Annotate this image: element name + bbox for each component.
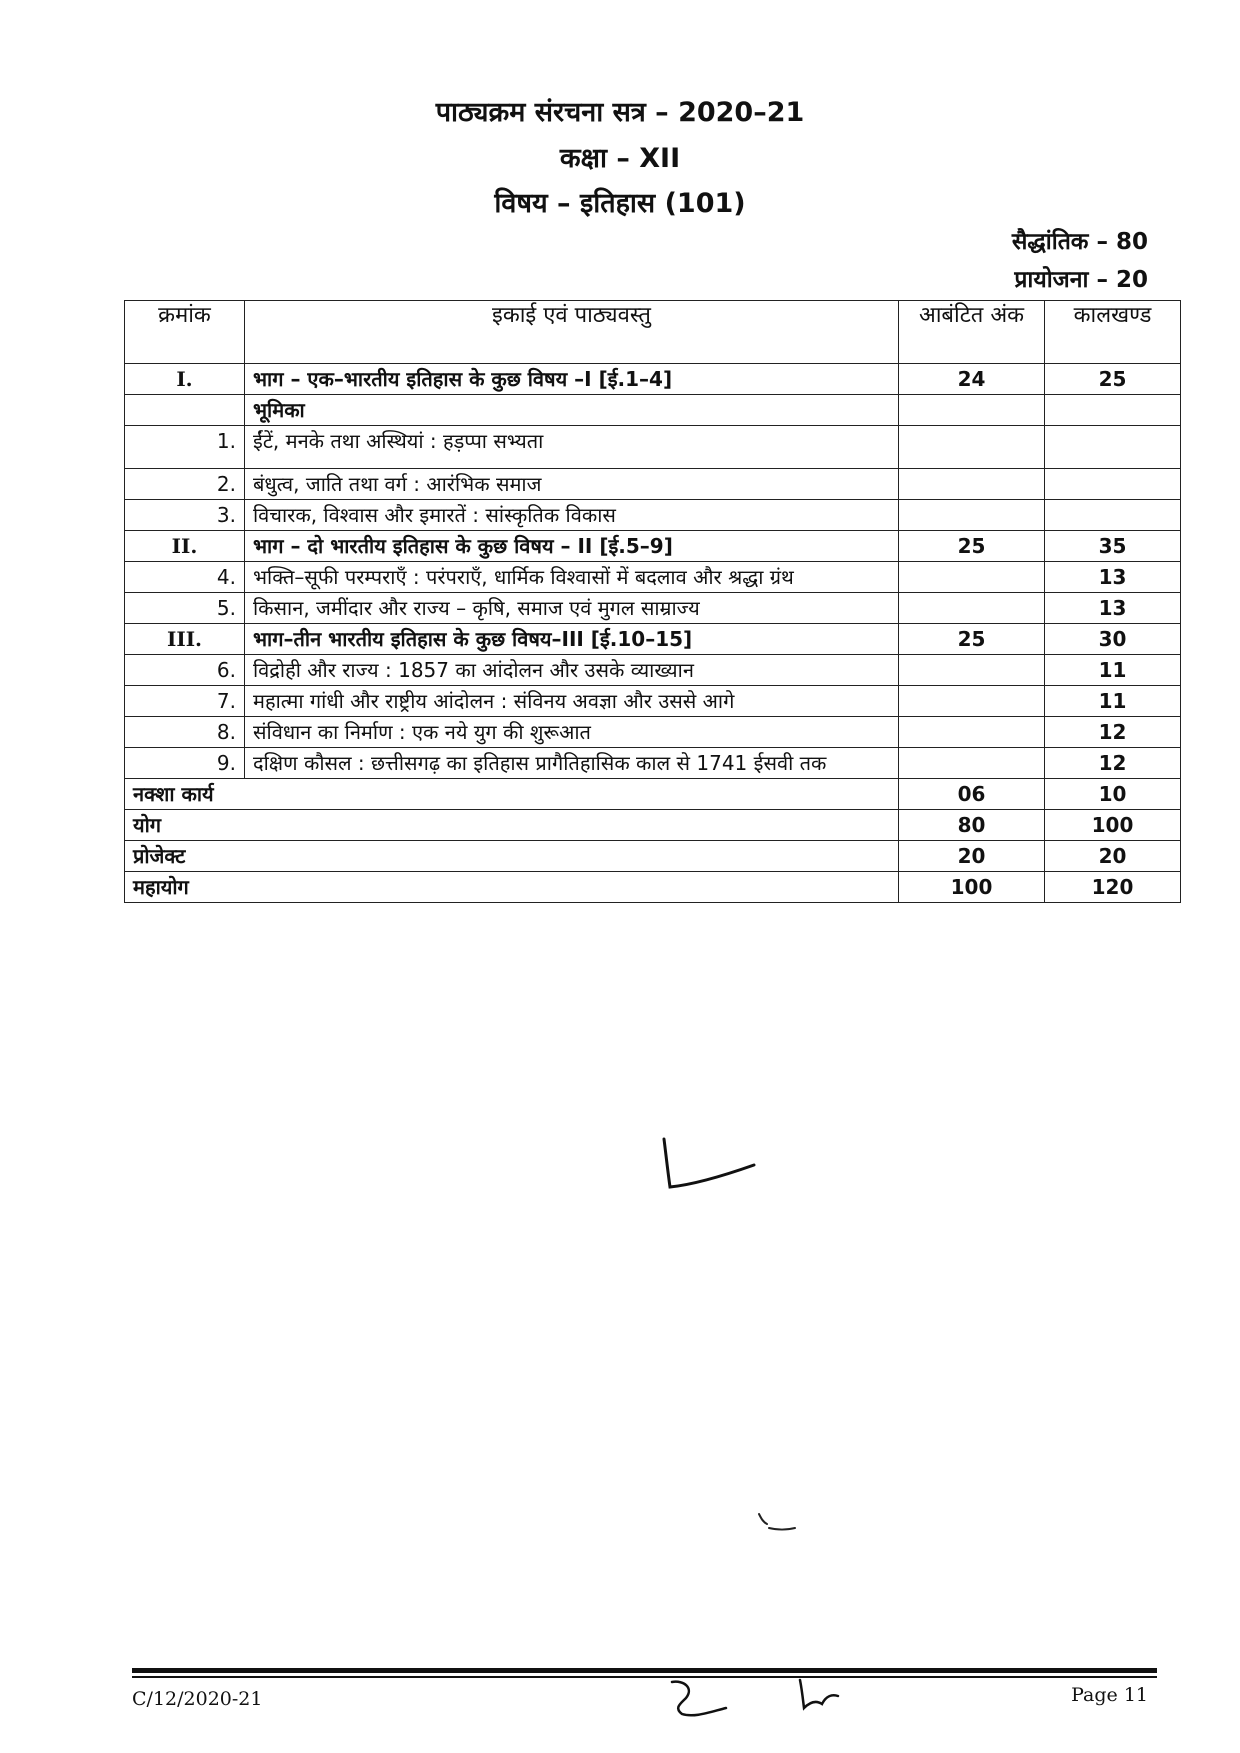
row-unit: किसान, जमींदार और राज्य – कृषि, समाज एवं मुगल साम्राज्य — [245, 593, 899, 624]
row-periods — [1045, 500, 1181, 531]
row-marks — [899, 655, 1045, 686]
table-row — [125, 426, 1181, 469]
row-marks — [899, 469, 1045, 500]
row-periods — [1045, 395, 1181, 426]
syllabus-table — [124, 300, 1181, 903]
row-periods: 25 — [1045, 364, 1181, 395]
footer-signature — [660, 1674, 840, 1724]
table-row — [125, 562, 1181, 593]
total-marks: 80 — [899, 810, 1045, 841]
row-unit: विद्रोही और राज्य : 1857 का आंदोलन और उसके व्याख्यान — [245, 655, 899, 686]
row-serial: 8. — [125, 717, 245, 748]
total-marks: 06 — [899, 779, 1045, 810]
project-marks: प्रायोजना – 20 — [1014, 267, 1148, 293]
table-row — [125, 395, 1181, 426]
table-row — [125, 686, 1181, 717]
table-row — [125, 364, 1181, 395]
row-marks: 24 — [899, 364, 1045, 395]
header-line-2: कक्षा – XII — [559, 143, 681, 174]
signature-mark-small — [755, 1510, 805, 1540]
total-periods: 100 — [1045, 810, 1181, 841]
row-periods: 11 — [1045, 655, 1181, 686]
total-row — [125, 841, 1181, 872]
total-periods: 120 — [1045, 872, 1181, 903]
row-periods: 11 — [1045, 686, 1181, 717]
header-serial: क्रमांक — [125, 301, 245, 364]
header-unit: इकाई एवं पाठ्यवस्तु — [245, 301, 899, 364]
table-row — [125, 624, 1181, 655]
row-periods: 35 — [1045, 531, 1181, 562]
row-marks: 25 — [899, 624, 1045, 655]
header-marks: आबंटित अंक — [899, 301, 1045, 364]
row-marks: 25 — [899, 531, 1045, 562]
row-periods — [1045, 469, 1181, 500]
row-unit: भाग – दो भारतीय इतिहास के कुछ विषय – II [ई.5–9] — [245, 531, 899, 562]
total-label: प्रोजेक्ट — [125, 841, 899, 872]
row-unit: विचारक, विश्वास और इमारतें : सांस्कृतिक विकास — [245, 500, 899, 531]
total-marks: 100 — [899, 872, 1045, 903]
row-unit: भाग – एक–भारतीय इतिहास के कुछ विषय –I [ई.1–4] — [245, 364, 899, 395]
total-periods: 10 — [1045, 779, 1181, 810]
row-periods: 12 — [1045, 717, 1181, 748]
row-serial: III. — [125, 624, 245, 655]
total-label: महायोग — [125, 872, 899, 903]
row-unit: भक्ति–सूफी परम्पराएँ : परंपराएँ, धार्मिक विश्वासों में बदलाव और श्रद्धा ग्रंथ — [245, 562, 899, 593]
row-unit: दक्षिण कौसल : छत्तीसगढ़ का इतिहास प्रागैतिहासिक काल से 1741 ईसवी तक — [245, 748, 899, 779]
row-marks — [899, 593, 1045, 624]
table-row — [125, 717, 1181, 748]
row-marks — [899, 717, 1045, 748]
table-row — [125, 748, 1181, 779]
header-line-1: पाठ्यक्रम संरचना सत्र – 2020–21 — [435, 97, 805, 128]
total-row — [125, 810, 1181, 841]
signature-mark-center — [650, 1135, 770, 1205]
row-unit: बंधुत्व, जाति तथा वर्ग : आरंभिक समाज — [245, 469, 899, 500]
row-serial: 7. — [125, 686, 245, 717]
footer-page-number: Page 11 — [1071, 1684, 1148, 1706]
row-marks — [899, 426, 1045, 469]
table-row — [125, 593, 1181, 624]
row-marks — [899, 562, 1045, 593]
total-periods: 20 — [1045, 841, 1181, 872]
total-row — [125, 872, 1181, 903]
footer-rule-thick — [132, 1668, 1157, 1673]
total-label: योग — [125, 810, 899, 841]
footer-rule-thin — [132, 1676, 1157, 1678]
header-periods: कालखण्ड — [1045, 301, 1181, 364]
table-header-row — [125, 301, 1181, 364]
row-periods: 13 — [1045, 593, 1181, 624]
row-periods — [1045, 426, 1181, 469]
table-row — [125, 655, 1181, 686]
row-periods: 13 — [1045, 562, 1181, 593]
row-serial: 5. — [125, 593, 245, 624]
row-marks — [899, 395, 1045, 426]
total-marks: 20 — [899, 841, 1045, 872]
row-unit: महात्मा गांधी और राष्ट्रीय आंदोलन : संविनय अवज्ञा और उससे आगे — [245, 686, 899, 717]
row-unit: ईंटें, मनके तथा अस्थियां : हड़प्पा सभ्यता — [245, 426, 899, 469]
row-serial — [125, 395, 245, 426]
row-serial: 1. — [125, 426, 245, 469]
row-marks — [899, 686, 1045, 717]
row-serial: 2. — [125, 469, 245, 500]
row-periods: 12 — [1045, 748, 1181, 779]
row-serial: 9. — [125, 748, 245, 779]
row-unit: भूमिका — [245, 395, 899, 426]
theory-marks: सैद्धांतिक – 80 — [1011, 229, 1148, 255]
row-unit: संविधान का निर्माण : एक नये युग की शुरूआत — [245, 717, 899, 748]
total-row — [125, 779, 1181, 810]
row-serial: 6. — [125, 655, 245, 686]
row-marks — [899, 748, 1045, 779]
row-periods: 30 — [1045, 624, 1181, 655]
row-marks — [899, 500, 1045, 531]
table-row — [125, 531, 1181, 562]
table-row — [125, 500, 1181, 531]
row-unit: भाग–तीन भारतीय इतिहास के कुछ विषय–III [ई.10–15] — [245, 624, 899, 655]
table-row — [125, 469, 1181, 500]
row-serial: II. — [125, 531, 245, 562]
footer-code: C/12/2020-21 — [132, 1688, 263, 1710]
row-serial: 3. — [125, 500, 245, 531]
row-serial: 4. — [125, 562, 245, 593]
total-label: नक्शा कार्य — [125, 779, 899, 810]
header-line-3: विषय – इतिहास (101) — [494, 188, 746, 219]
row-serial: I. — [125, 364, 245, 395]
